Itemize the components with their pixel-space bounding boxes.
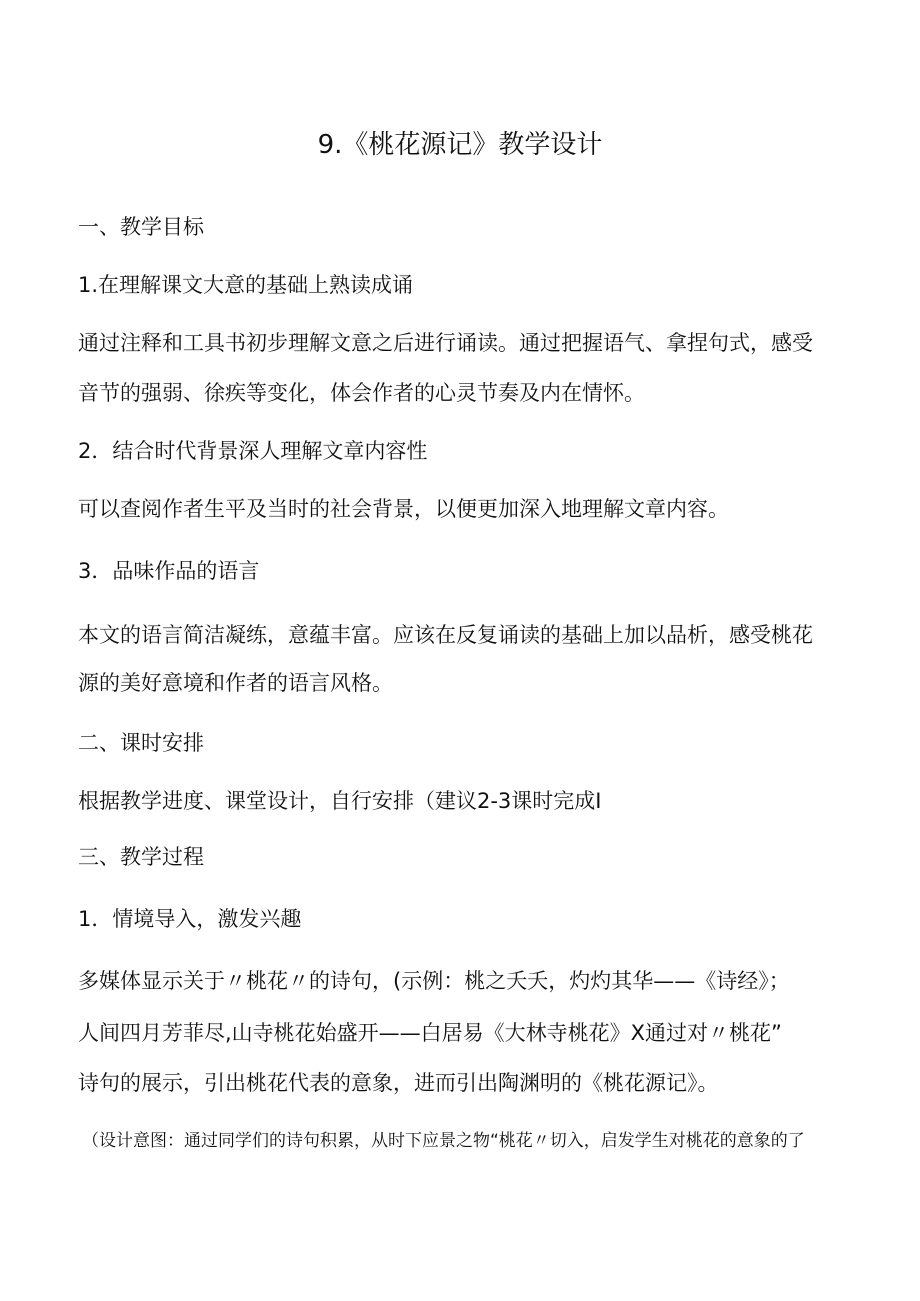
process-step-1-text-line-1: 多媒体显示关于〃桃花〃的诗句，(示例：桃之夭夭，灼灼其华——《诗经》； <box>78 969 790 993</box>
goal-1-text-line-1: 通过注释和工具书初步理解文意之后进行诵读。通过把握语气、拿捏句式，感受 <box>78 331 813 355</box>
section-heading-teaching-goals: 一、教学目标 <box>78 215 204 239</box>
process-step-1-text-line-3: 诗句的展示，引出桃花代表的意象，进而引出陶渊明的《桃花源记》。 <box>78 1071 719 1095</box>
goal-1-heading: 1.在理解课文大意的基础上熟读成诵 <box>78 273 414 297</box>
process-step-1-heading: 1．情境导入，激发兴趣 <box>78 907 302 931</box>
goal-2-text: 可以查阅作者生平及当时的社会背景，以便更加深入地理解文章内容。 <box>78 497 729 521</box>
goal-3-heading: 3．品味作品的语言 <box>78 559 260 583</box>
goal-1-text-line-2: 音节的强弱、徐疾等变化，体会作者的心灵节奏及内在情怀。 <box>78 381 645 405</box>
document-title: 9.《桃花源记》教学设计 <box>317 130 603 160</box>
section-heading-schedule: 二、课时安排 <box>78 731 204 755</box>
design-intent-note: （设计意图：通过同学们的诗句积累，从时下应景之物“桃花〃切入，启发学生对桃花的意象的了 <box>82 1131 805 1151</box>
schedule-text: 根据教学进度、课堂设计，自行安排（建议2-3课时完成I <box>78 789 602 813</box>
goal-2-heading: 2．结合时代背景深人理解文章内容性 <box>78 439 428 463</box>
process-step-1-text-line-2: 人间四月芳菲尽,山寺桃花始盛开——白居易《大林寺桃花》X通过对〃桃花” <box>78 1021 782 1045</box>
goal-3-text-line-2: 源的美好意境和作者的语言风格。 <box>78 671 393 695</box>
section-heading-process: 三、教学过程 <box>78 845 204 869</box>
goal-3-text-line-1: 本文的语言简洁凝练，意蕴丰富。应该在反复诵读的基础上加以品析，感受桃花 <box>78 623 813 647</box>
